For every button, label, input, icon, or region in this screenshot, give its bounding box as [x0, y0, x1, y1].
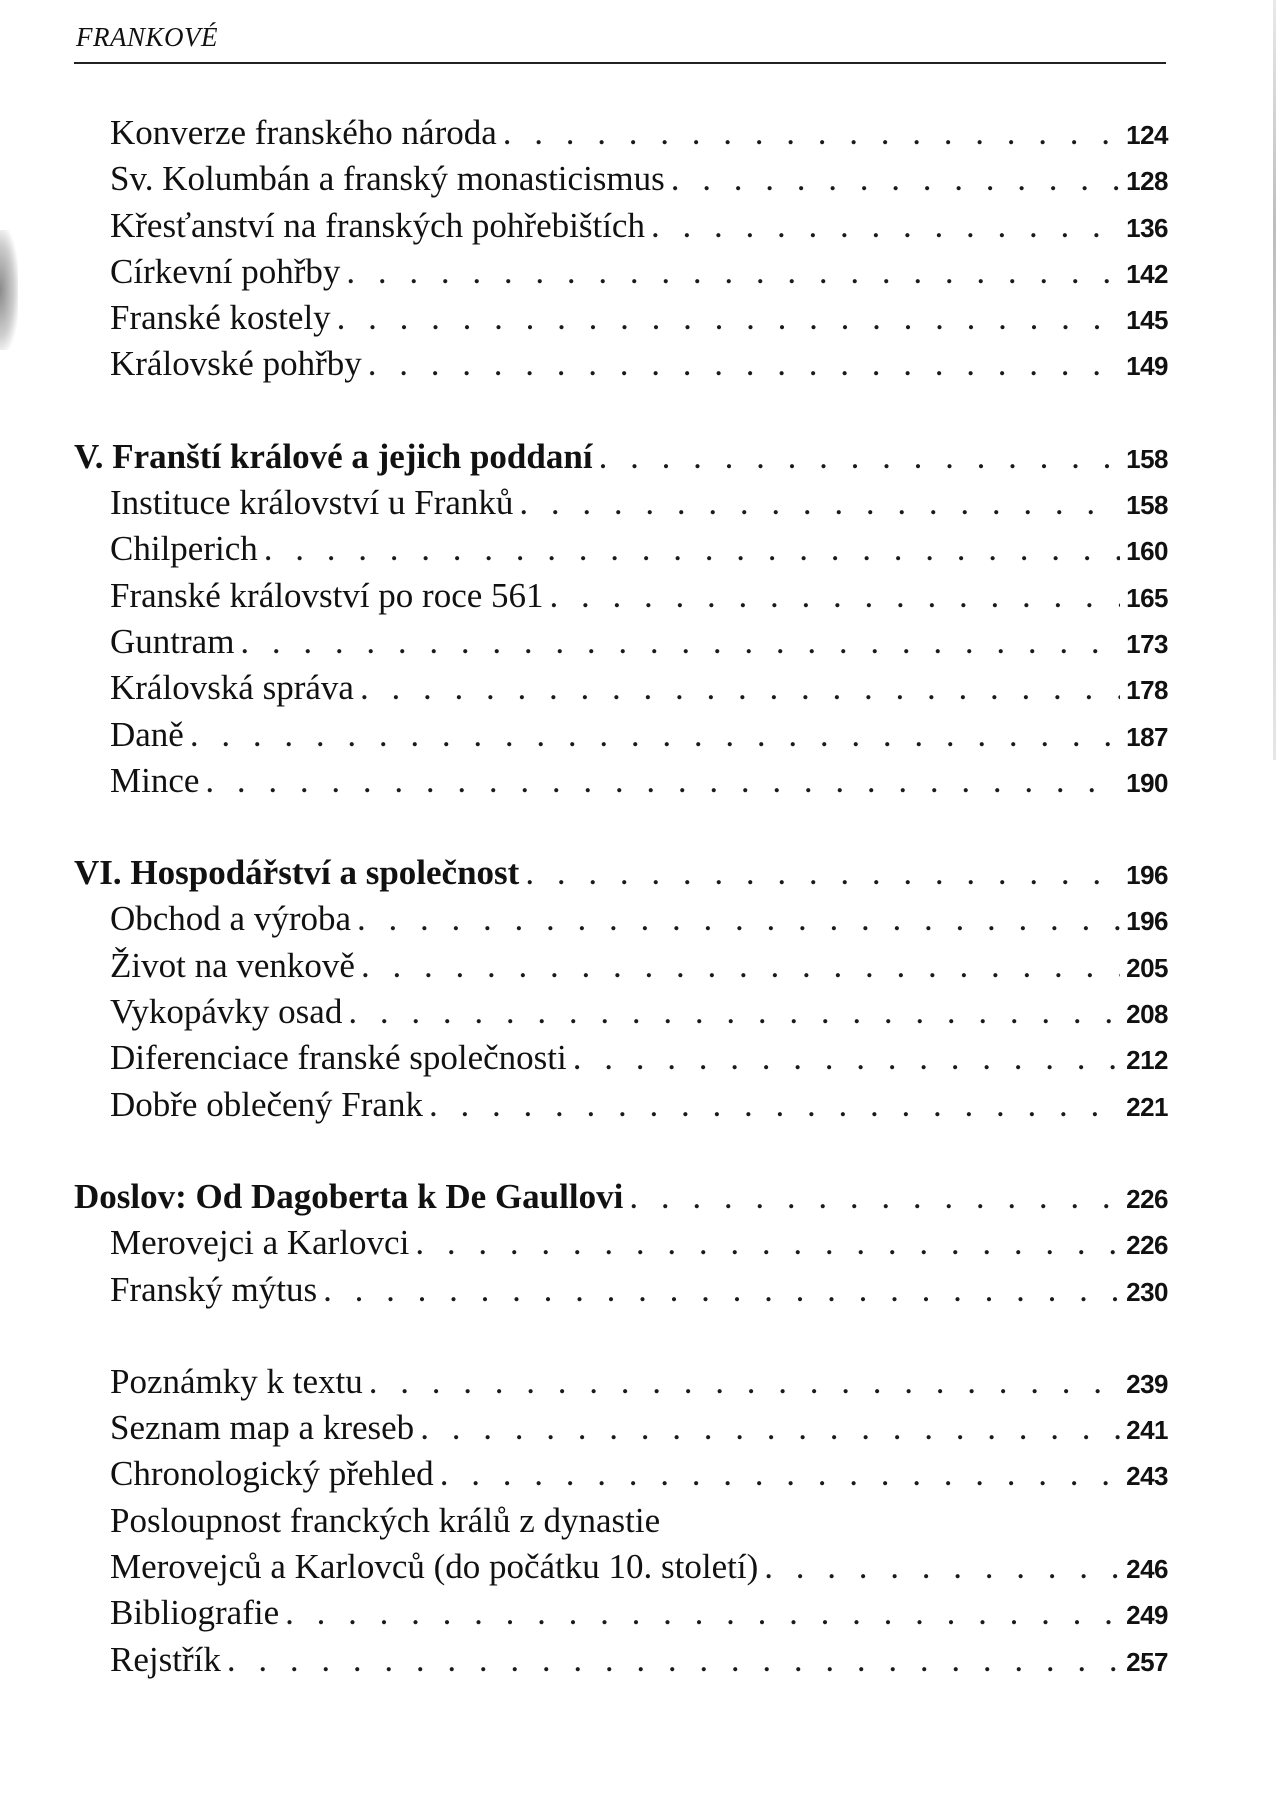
toc-page-number: 241 [1126, 1415, 1168, 1446]
toc-entry-title: V. Franští králové a jejich poddaní [74, 436, 593, 476]
toc-page-number: 196 [1126, 860, 1168, 891]
toc-page-number: 178 [1126, 675, 1168, 706]
toc-entry [74, 110, 1168, 156]
toc-page-number: 243 [1126, 1461, 1168, 1492]
toc-entry-title: Diferenciace franské společnosti [110, 1038, 567, 1078]
toc-entry [74, 249, 1168, 295]
toc-page-number: 226 [1126, 1183, 1168, 1214]
toc-page-number: 196 [1126, 906, 1168, 937]
dot-leader [599, 434, 1120, 480]
toc-entry [74, 1035, 1168, 1081]
toc-entry-title: Královské pohřby [110, 344, 362, 384]
dot-leader [629, 1174, 1120, 1220]
toc-page-number: 145 [1126, 305, 1168, 336]
toc-entry [74, 1405, 1168, 1451]
dot-leader [550, 573, 1120, 619]
dot-leader [357, 896, 1120, 942]
toc-entry [74, 1544, 1168, 1590]
toc-page-number: 221 [1126, 1091, 1168, 1122]
toc-page-number: 230 [1126, 1276, 1168, 1307]
toc-page-number: 158 [1126, 490, 1168, 521]
toc-entry-title: Konverze franského národa [110, 113, 497, 152]
toc-page-number: 257 [1126, 1646, 1168, 1677]
header-rule [74, 62, 1166, 64]
toc-page-number: 212 [1126, 1045, 1168, 1076]
toc-entry [74, 896, 1168, 942]
dot-leader [525, 850, 1120, 896]
dot-leader [227, 1637, 1120, 1683]
toc-page-number: 249 [1126, 1600, 1168, 1631]
toc-entry-title: Rejstřík [110, 1639, 221, 1679]
toc-entry-title: Guntram [110, 621, 235, 661]
dot-leader [420, 1405, 1120, 1451]
toc-entry [74, 573, 1168, 619]
toc-entry-title: Bibliografie [110, 1593, 280, 1633]
toc-entry [74, 989, 1168, 1035]
toc-page-number: 239 [1126, 1368, 1168, 1399]
toc-entry [74, 1498, 1168, 1544]
dot-leader [651, 203, 1120, 249]
toc-page-number: 142 [1126, 258, 1168, 289]
toc-entry [74, 1451, 1168, 1497]
toc-entry-title: Merovejci a Karlovci [110, 1223, 410, 1263]
toc-entry-title: Život na venkově [110, 945, 355, 985]
toc-page-number: 136 [1126, 212, 1168, 243]
dot-leader [415, 1220, 1120, 1266]
toc-page-number: 226 [1126, 1230, 1168, 1261]
toc-entry [74, 712, 1168, 758]
toc-entry-title: Dobře oblečený Frank [110, 1084, 423, 1124]
toc-entry-title: Chronologický přehled [110, 1454, 434, 1494]
toc-entry [74, 203, 1168, 249]
dot-leader [368, 341, 1120, 387]
dot-leader [573, 1035, 1120, 1081]
toc-entry [74, 943, 1168, 989]
dot-leader [264, 526, 1120, 572]
dot-leader [348, 989, 1120, 1035]
toc-entry-title: Mince [110, 760, 200, 800]
toc-chapter-entry [74, 1174, 1168, 1220]
toc-entry [74, 1637, 1168, 1683]
toc-entry [74, 758, 1168, 804]
toc-chapter-entry [74, 850, 1168, 896]
dot-leader [190, 712, 1120, 758]
toc-page-number: 165 [1126, 582, 1168, 613]
toc-entry-title: Franské království po roce 561 [110, 575, 544, 615]
toc-entry [74, 341, 1168, 387]
toc-entry [74, 526, 1168, 572]
toc-entry-title: Poznámky k textu [110, 1361, 363, 1401]
toc-entry-title: Sv. Kolumbán a franský monasticismus [110, 159, 665, 199]
toc-page-number: 246 [1126, 1554, 1168, 1585]
toc-entry-title: Obchod a výroba [110, 899, 352, 939]
dot-leader [440, 1451, 1120, 1497]
toc-entry-title: Církevní pohřby [110, 251, 341, 291]
toc-entry-title: Seznam map a kreseb [110, 1408, 415, 1448]
dot-leader [205, 758, 1120, 804]
dot-leader [369, 1359, 1120, 1405]
dot-leader [519, 480, 1120, 526]
toc-entry [74, 665, 1168, 711]
toc-page-number: 205 [1126, 952, 1168, 983]
dot-leader [764, 1544, 1120, 1590]
toc-entry [74, 295, 1168, 341]
toc-entry [74, 619, 1168, 665]
toc-entry [74, 156, 1168, 202]
toc-entry-title: Doslov: Od Dagoberta k De Gaullovi [74, 1176, 624, 1216]
toc-entry-title: Křesťanství na franských pohřebištích [110, 205, 645, 245]
toc-page-number: 160 [1126, 536, 1168, 567]
table-of-contents [74, 110, 1168, 1683]
toc-page-number: 149 [1126, 351, 1168, 382]
toc-page-number: 190 [1126, 767, 1168, 798]
toc-entry [74, 1590, 1168, 1636]
dot-leader [240, 619, 1120, 665]
dot-leader [285, 1590, 1120, 1636]
toc-entry-title: Posloupnost franckých králů z dynastie [110, 1500, 661, 1540]
dot-leader [337, 295, 1120, 341]
toc-entry [74, 1220, 1168, 1266]
dot-leader [346, 249, 1120, 295]
toc-entry-title: Daně [110, 714, 184, 754]
toc-entry-title: Merovejců a Karlovců (do počátku 10. století) [110, 1547, 759, 1587]
page-edge [1273, 0, 1276, 760]
toc-entry [74, 1359, 1168, 1405]
toc-page-number: 187 [1126, 721, 1168, 752]
toc-entry [74, 1267, 1168, 1313]
toc-page-number: 158 [1126, 443, 1168, 474]
dot-leader [361, 943, 1120, 989]
toc-entry-title: Královská správa [110, 668, 354, 708]
toc-entry-title: Vykopávky osad [110, 992, 343, 1032]
toc-page-number: 128 [1126, 166, 1168, 197]
dot-leader [360, 665, 1120, 711]
dot-leader [429, 1082, 1120, 1128]
toc-entry [74, 1082, 1168, 1128]
dot-leader [323, 1267, 1120, 1313]
toc-page-number: 173 [1126, 628, 1168, 659]
dot-leader [503, 110, 1120, 156]
toc-page-number: 124 [1126, 120, 1168, 150]
running-head: FRANKOVÉ [76, 22, 218, 52]
dot-leader [671, 156, 1120, 202]
toc-chapter-entry [74, 434, 1168, 480]
scan-shadow [0, 230, 18, 350]
toc-entry [74, 480, 1168, 526]
toc-entry-title: Chilperich [110, 529, 258, 569]
toc-entry-title: Franské kostely [110, 298, 331, 338]
toc-entry-title: Franský mýtus [110, 1269, 318, 1309]
toc-entry-title: VI. Hospodářství a společnost [74, 853, 520, 893]
toc-page-number: 208 [1126, 999, 1168, 1030]
toc-entry-title: Instituce království u Franků [110, 483, 514, 523]
